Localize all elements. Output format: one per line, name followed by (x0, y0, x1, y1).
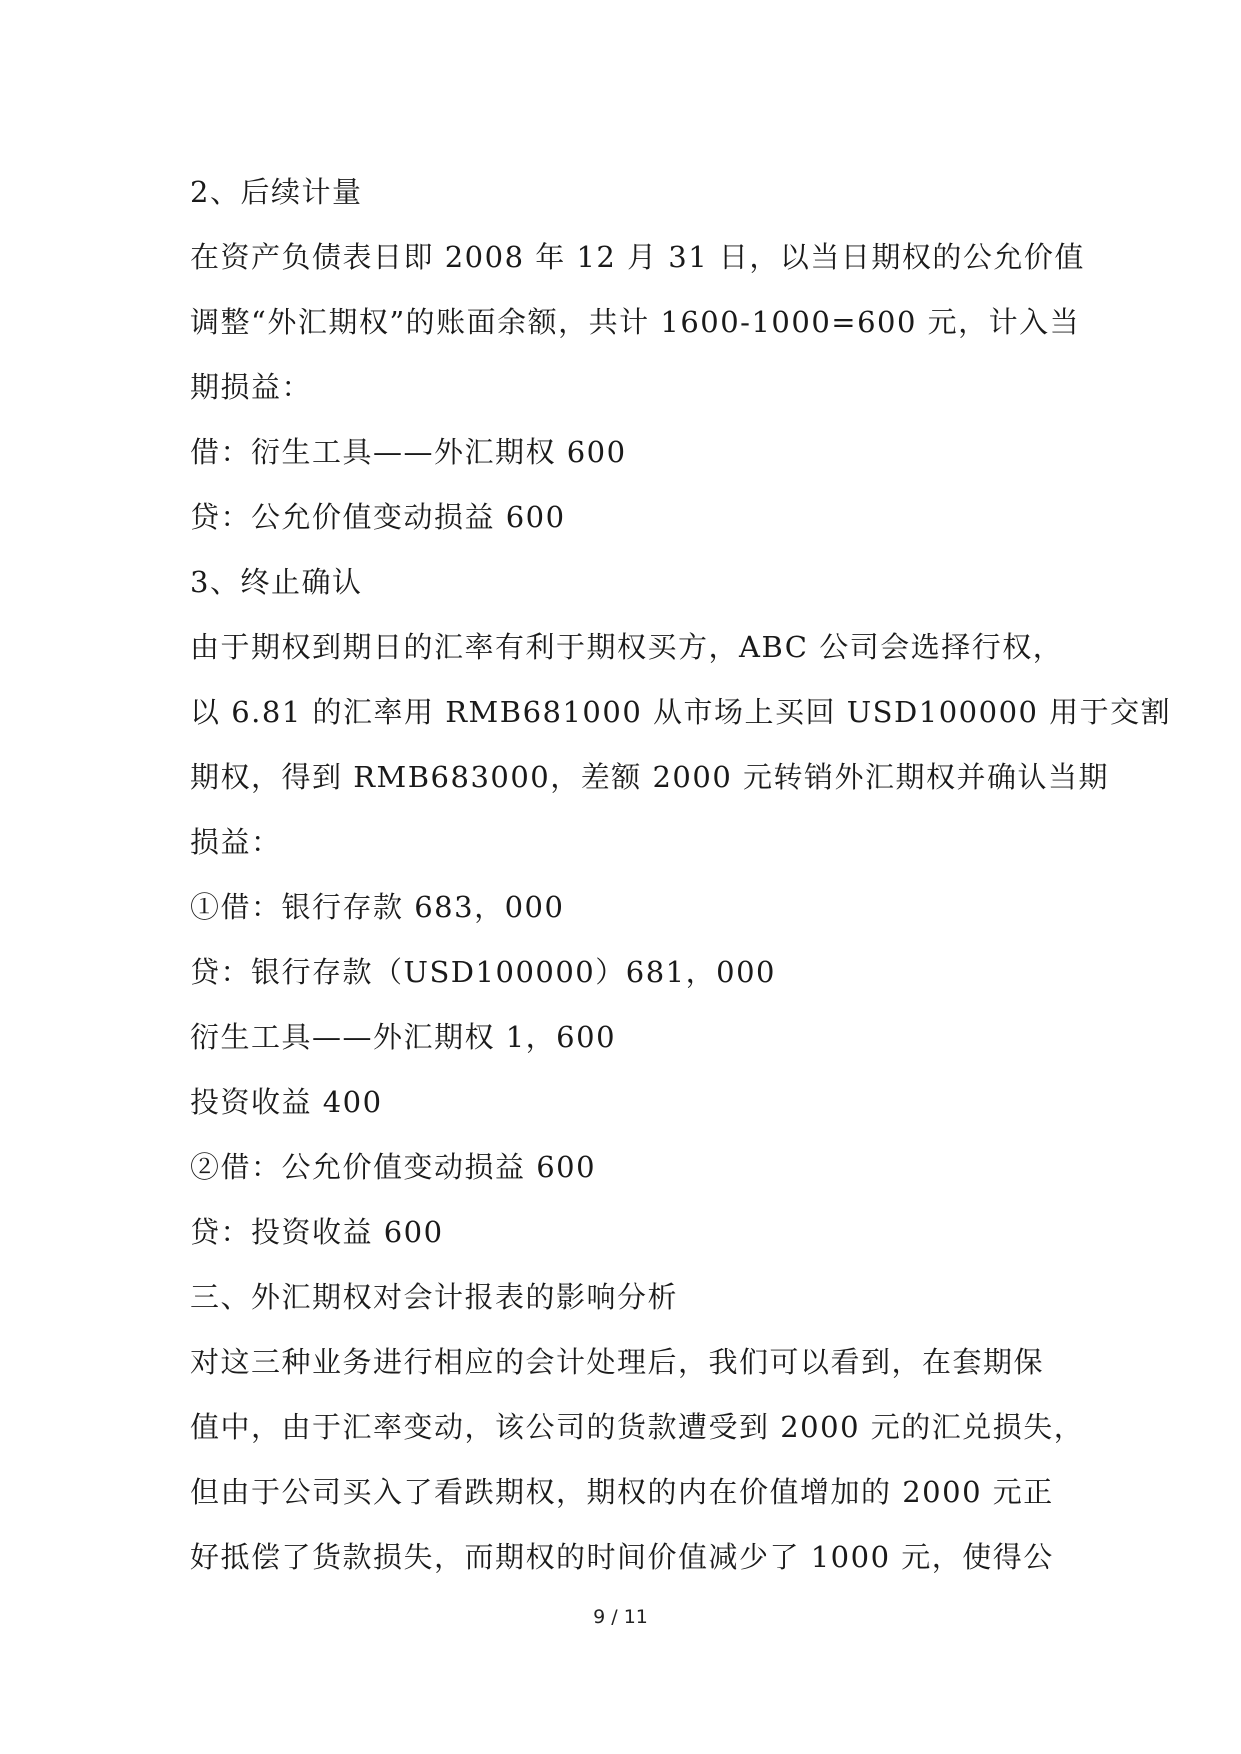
paragraph-line: 值中，由于汇率变动，该公司的货款遭受到 2000 元的汇兑损失， (190, 1410, 1085, 1444)
paragraph-line: 对这三种业务进行相应的会计处理后，我们可以看到，在套期保 (190, 1345, 1045, 1379)
section-heading-impact-analysis: 三、外汇期权对会计报表的影响分析 (190, 1280, 679, 1314)
paragraph-line: 以 6.81 的汇率用 RMB681000 从市场上买回 USD100000 用于交割 (190, 695, 1172, 729)
paragraph-line: 但由于公司买入了看跌期权，期权的内在价值增加的 2000 元正 (190, 1475, 1054, 1509)
journal-entry-debit: 借：衍生工具——外汇期权 600 (190, 435, 627, 469)
journal-entry-debit: ①借：银行存款 683，000 (190, 890, 565, 924)
paragraph-line: 期损益： (190, 370, 313, 404)
paragraph-line: 损益： (190, 825, 282, 859)
section-heading-subsequent-measurement: 2、后续计量 (190, 175, 363, 209)
journal-entry-debit: ②借：公允价值变动损益 600 (190, 1150, 597, 1184)
page-content (190, 160, 1172, 1590)
page-number: 9 / 11 (593, 1606, 648, 1628)
paragraph-line: 由于期权到期日的汇率有利于期权买方，ABC 公司会选择行权， (190, 630, 1064, 664)
paragraph-line: 期权，得到 RMB683000，差额 2000 元转销外汇期权并确认当期 (190, 760, 1110, 794)
section-heading-derecognition: 3、终止确认 (190, 565, 363, 599)
paragraph-line: 调整“外汇期权”的账面余额，共计 1600-1000=600 元，计入当 (190, 305, 1081, 339)
journal-entry-credit: 贷：银行存款（USD100000）681，000 (190, 955, 776, 989)
journal-entry-credit: 贷：投资收益 600 (190, 1215, 444, 1249)
journal-entry-credit: 贷：公允价值变动损益 600 (190, 500, 566, 534)
paragraph-line: 在资产负债表日即 2008 年 12 月 31 日，以当日期权的公允价值 (190, 240, 1085, 274)
journal-entry-credit: 衍生工具——外汇期权 1，600 (190, 1020, 617, 1054)
paragraph-line: 好抵偿了货款损失，而期权的时间价值减少了 1000 元，使得公 (190, 1540, 1054, 1574)
journal-entry-credit: 投资收益 400 (190, 1085, 383, 1119)
